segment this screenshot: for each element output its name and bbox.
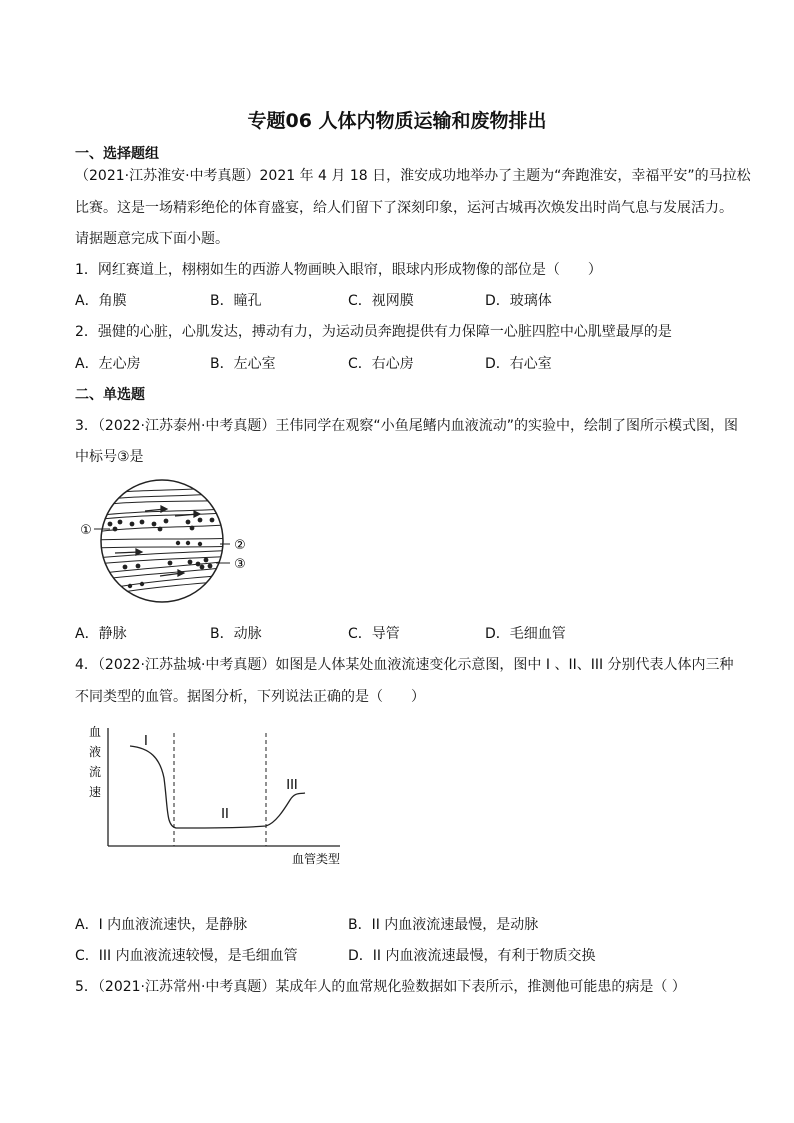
q4-option-a: A．I 内血液流速快，是静脉 (75, 917, 248, 933)
y-label-char-4: 速 (88, 785, 102, 799)
q1-option-d: D．玻璃体 (485, 293, 552, 309)
question-3-stem-line-2: 中标号③是 (75, 449, 144, 465)
intro-line-3: 请据题意完成下面小题。 (75, 231, 229, 247)
page-title: 专题06 人体内物质运输和废物排出 (247, 110, 547, 132)
q2-option-d: D．右心室 (485, 356, 552, 372)
label-1: ① (80, 523, 92, 538)
q3-option-a: A．静脉 (75, 626, 127, 642)
q1-option-a: A．角膜 (75, 293, 127, 309)
label-2: ② (234, 538, 246, 553)
intro-line-2: 比赛。这是一场精彩绝伦的体育盛宴，给人们留下了深刻印象，运河古城再次焕发出时尚气息与发展活力。 (75, 200, 733, 216)
speed-curve (130, 746, 305, 828)
question-2-stem: 2．强健的心脏，心肌发达，搏动有力，为运动员奔跑提供有力保障一心脏四腔中心肌壁最厚的是 (75, 324, 672, 340)
blood-speed-chart (80, 718, 350, 868)
region-label-1: I (144, 734, 148, 749)
blood-flow-diagram (70, 478, 270, 608)
q2-option-b: B．左心室 (210, 356, 276, 372)
section-heading-1: 一、选择题组 (75, 146, 159, 162)
question-5-stem: 5．（2021·江苏常州·中考真题）某成年人的血常规化验数据如下表所示，推测他可能患的病是（ ） (75, 979, 686, 995)
region-label-3: III (286, 778, 298, 793)
y-label-char-1: 血 (88, 725, 102, 739)
q3-option-c: C．导管 (348, 626, 400, 642)
question-3-stem-line-1: 3．（2022·江苏泰州·中考真题）王伟同学在观察“小鱼尾鳍内血液流动”的实验中，绘制了图所示模式图，图 (75, 418, 738, 434)
intro-line-1: （2021·江苏淮安·中考真题）2021 年 4 月 18 日，淮安成功地举办了主题为“奔跑淮安，幸福平安”的马拉松 (75, 168, 751, 184)
q4-option-c: C．III 内血液流速较慢，是毛细血管 (75, 948, 298, 964)
q4-option-b: B．II 内血液流速最慢，是动脉 (348, 917, 539, 933)
q3-option-b: B．动脉 (210, 626, 262, 642)
q4-option-d: D．II 内血液流速最慢，有利于物质交换 (348, 948, 596, 964)
label-3: ③ (234, 557, 246, 572)
q2-option-a: A．左心房 (75, 356, 141, 372)
q1-option-c: C．视网膜 (348, 293, 414, 309)
question-4-stem-line-2: 不同类型的血管。据图分析，下列说法正确的是（ ） (75, 689, 425, 705)
q2-option-c: C．右心房 (348, 356, 414, 372)
x-axis-label: 血管类型 (291, 852, 341, 866)
q1-option-b: B．瞳孔 (210, 293, 262, 309)
y-label-char-2: 液 (88, 745, 102, 759)
question-1-stem: 1．网红赛道上，栩栩如生的西游人物画映入眼帘，眼球内形成物像的部位是（ ） (75, 262, 602, 278)
q3-option-d: D．毛细血管 (485, 626, 566, 642)
region-label-2: II (221, 807, 229, 822)
section-heading-2: 二、单选题 (75, 387, 145, 403)
y-label-char-3: 流 (88, 765, 102, 779)
question-4-stem-line-1: 4．（2022·江苏盐城·中考真题）如图是人体某处血液流速变化示意图，图中 I 、II、III 分别代表人体内三种 (75, 657, 734, 673)
